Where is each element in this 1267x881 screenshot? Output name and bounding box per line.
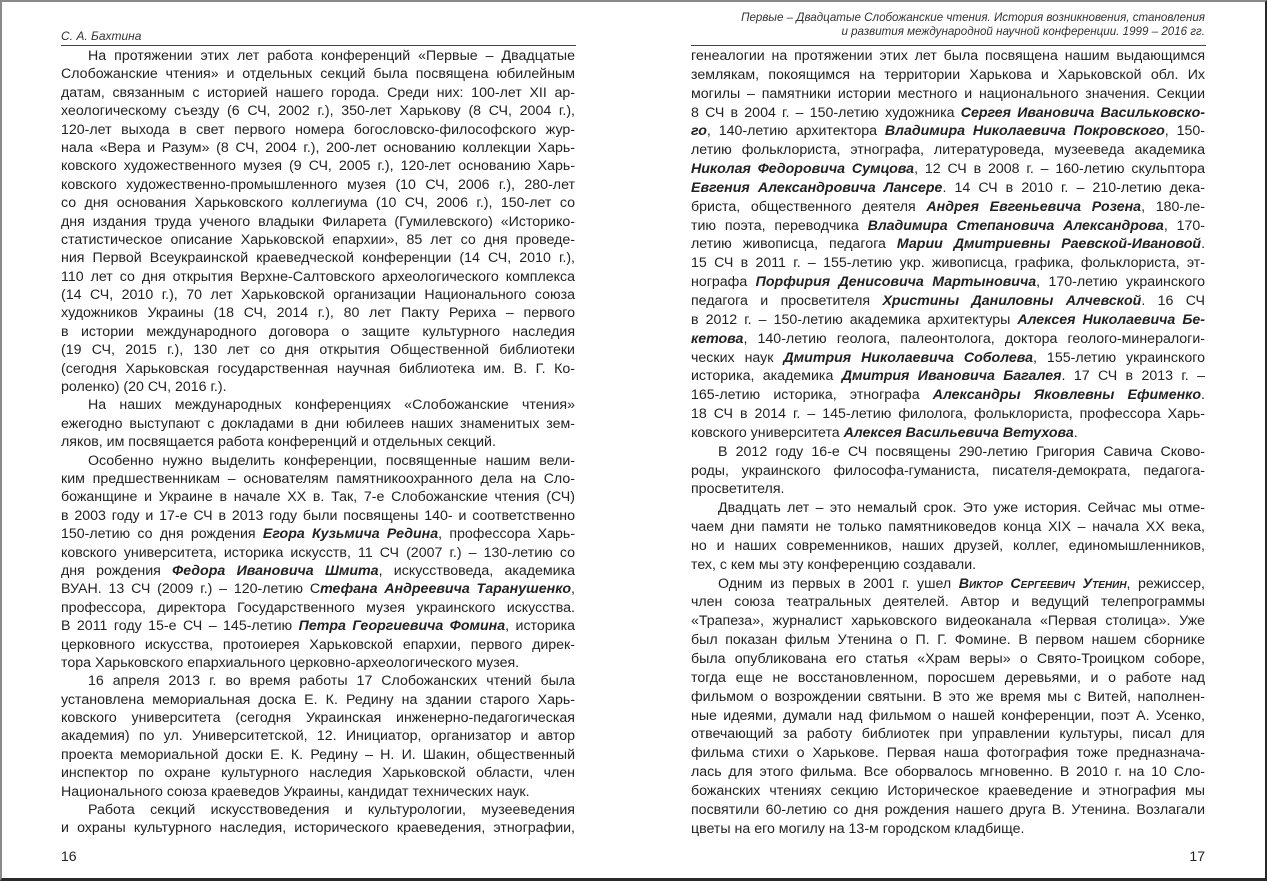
text-line [61, 580, 575, 598]
text-run: Двадцать лет – это немалый срок. Это уже история. Сейчас мы отме- [718, 500, 1205, 517]
text-line [691, 330, 1205, 349]
text-line [691, 254, 1205, 273]
text-line [61, 231, 575, 249]
text-run: историка, академика [691, 368, 842, 385]
person-name: Владимира Николаевича Покровского [884, 123, 1165, 140]
text-run: тех, с кем мы эту конференцию создавали. [691, 556, 977, 573]
page-body [691, 47, 1205, 838]
person-name: Сергея Ивановича Васильковско- [960, 104, 1205, 121]
text-run: , 170- [1163, 217, 1206, 234]
text-run: Национального союза краеведов Украины, кандидат технических наук. [61, 783, 530, 800]
person-name: Евгения Александровича Лансере [691, 179, 943, 196]
text-line [61, 102, 575, 120]
text-run: статистическое описание Харьковской епархии», 85 лет со дня проведе- [61, 231, 575, 248]
text-run: Особенно нужно выделить конференции, посвященные нашим вели- [88, 452, 575, 469]
text-line [691, 405, 1205, 424]
text-line [61, 194, 575, 212]
text-line [61, 121, 575, 139]
text-line [61, 378, 575, 396]
text-line [691, 311, 1205, 330]
text-run: На наших международных конференциях «Слобожанские чтения» [88, 397, 575, 414]
text-run: землякам, покоящимся на территории Харькова и Харьковской обл. Их [691, 66, 1205, 83]
text-line [691, 782, 1205, 801]
text-line [691, 593, 1205, 612]
text-run: ковского университета [691, 424, 844, 441]
text-run: 16 апреля 2013 г. во время работы 17 Слобожанских чтений была [88, 673, 575, 690]
paragraph [691, 47, 1205, 443]
text-run: в 2003 году и 17-е СЧ в 2013 году были посвящены 140- и соответственно [61, 507, 575, 524]
paragraph [691, 499, 1205, 574]
text-run: ковского художественно-промышленного музея (10 СЧ, 2006 г.), 280-лет [61, 176, 575, 193]
text-line [61, 452, 575, 470]
text-line [61, 341, 575, 359]
person-name: го [691, 123, 707, 140]
text-line [691, 141, 1205, 160]
text-line [691, 443, 1205, 462]
text-run: . 16 СЧ [1141, 292, 1206, 309]
text-run: , 180-ле- [1141, 198, 1205, 215]
text-run: была опубликована его статья «Храм веры» о Свято-Троицком соборе, [691, 651, 1205, 667]
person-name: Александры Яковлевны Ефименко [932, 387, 1202, 404]
text-line [691, 744, 1205, 763]
text-run: лась для этого фильма. Все оборвалось мгновенно. В 2010 г. на 10 Сло- [691, 764, 1205, 781]
text-run: ким предшественникам – основателям памятникоохранного дела на Сло- [61, 470, 575, 487]
paragraph [61, 672, 575, 801]
person-name: Андрея Евгеньевича Розена [926, 198, 1142, 215]
text-line [61, 286, 575, 304]
text-line [61, 249, 575, 267]
text-run: 18 СЧ в 2014 г. – 145-летию филолога, фольклориста, профессора Харь- [691, 406, 1205, 423]
text-run: . [1073, 424, 1078, 441]
text-run: нала «Вера и Разум» (8 СЧ, 2004 г.), 200-лет основанию коллекции Харь- [61, 139, 575, 156]
text-run: . 17 СЧ в 2013 г. – [1061, 368, 1205, 385]
text-run: (сегодня Харьковская государственная научная библиотека им. В. Г. Ко- [61, 360, 575, 377]
text-line [691, 217, 1205, 236]
person-name: Федора Ивановича Шмита [172, 562, 379, 579]
paragraph [61, 801, 575, 838]
text-line [691, 575, 1205, 594]
person-name: Егора Кузьмича Редина [262, 526, 439, 543]
text-line [61, 783, 575, 801]
text-line [691, 688, 1205, 707]
text-run: и охраны культурного наследия, исторического краеведения, этнографии, [61, 820, 575, 837]
text-run: тора Харьковского епархиального церковно-археологического музея. [61, 654, 520, 671]
text-line [61, 396, 575, 414]
text-run: 165-летию историка, этнографа [691, 387, 933, 404]
person-name: Владимира Степановича Александрова [867, 217, 1164, 234]
text-line [691, 66, 1205, 85]
page-number: 17 [1189, 848, 1205, 864]
text-run: фильмом о возрождении святыни. В это же время мы с Витей, наполнен- [691, 688, 1205, 705]
text-run: отвечающий за работу библиотек при управлении культуры, писал для [691, 726, 1205, 743]
text-run: дня издания труда ученого владыки Филарета (Гумилевского) «Историко- [61, 213, 575, 230]
text-line [61, 746, 575, 764]
text-run: , 170-летию украинского [1036, 274, 1205, 291]
text-run: хеологическому съезду (6 СЧ, 2002 г.), 350-лет Харькову (8 СЧ, 2004 г.), [61, 103, 575, 120]
text-run: , 155-летию украинского [1033, 349, 1206, 366]
text-run: ковского университета (сегодня Украинская инженерно-педагогическая [61, 710, 575, 727]
text-line [61, 654, 575, 672]
text-run: ковского университета, историка искусств, 11 СЧ (2007 г.) – 130-летию со [61, 544, 575, 561]
text-line [61, 636, 575, 654]
text-run: в 2012 г. – 150-летию академика архитектуры [691, 311, 1018, 328]
text-run: нографа [691, 274, 756, 291]
paragraph [691, 443, 1205, 500]
text-run: в истории международного договора о защите культурного наследия [61, 323, 575, 340]
text-run: датам, связанным с историей нашего города. Среди них: 100-лет XII ар- [61, 84, 575, 101]
text-line [691, 122, 1205, 141]
person-name: Николая Федоровича Сумцова [691, 161, 915, 178]
text-run: посвятили 60-летию со дня рождения нашего друга В. Утенина. Возлагали [691, 801, 1205, 818]
text-run: Слобожанские чтения» и отдельных секций была посвящена юбилейным [61, 66, 575, 83]
text-run: чаем дни памяти не только памятниковедов конца XIX – начала XX века, [691, 519, 1205, 536]
person-name: Петра Георгиевича Фомина [298, 618, 506, 635]
running-head-title [691, 11, 1205, 38]
text-line [691, 612, 1205, 631]
text-run: 15 СЧ в 2011 г. – 155-летию укр. живописца, графика, фольклориста, эт- [691, 255, 1205, 272]
text-run: 110 лет со дня открытия Верхне-Салтовского археологического комплекса [61, 268, 575, 285]
text-run: академия) по ул. Университетской, 12. Инициатор, организатор и автор [61, 728, 575, 745]
text-run: установлена мемориальная доска Е. К. Редину на здании старого Харь- [61, 691, 575, 708]
text-line [691, 235, 1205, 254]
text-run: , [571, 581, 575, 598]
text-run: дня рождения [61, 562, 173, 579]
text-run: профессора, директора Государственного музея украинского искусства. [61, 599, 575, 616]
text-run: 150-летию со дня рождения [61, 526, 263, 543]
text-line [691, 763, 1205, 782]
text-run: генеалогии на протяжении этих лет была посвящена нашим выдающимся [691, 48, 1205, 64]
text-run: , историка [505, 618, 575, 635]
text-line [61, 819, 575, 837]
text-run: тогда еще не восстановленном, поросшем деревьями, и о работе над [691, 669, 1205, 686]
text-line [691, 424, 1205, 443]
text-line [61, 617, 575, 635]
text-run: , 140-летию геолога, палеонтолога, доктора геолого-минералоги- [743, 330, 1205, 347]
text-run: 120-лет выхода в свет первого номера богословско-философского жур- [61, 121, 575, 138]
text-line [691, 367, 1205, 386]
person-name: Дмитрия Ивановича Багалея [841, 368, 1062, 385]
text-line [691, 47, 1205, 66]
text-line [691, 198, 1205, 217]
text-line [691, 462, 1205, 481]
text-line [61, 213, 575, 231]
person-name: Алексея Васильевича Ветухова [843, 424, 1074, 441]
text-run: со дня основания Харьковского коллегиума (10 СЧ, 2006 г.), 150-лет со [61, 195, 575, 212]
text-run: ВУАН. 13 СЧ (2009 г.) – 120-летию С [61, 581, 321, 598]
text-line [691, 537, 1205, 556]
text-run: летию фольклориста, этнографа, литературоведа, музееведа академика [691, 142, 1205, 159]
text-run: член союза театральных деятелей. Автор и ведущий телепрограммы [691, 594, 1205, 611]
text-line [61, 672, 575, 690]
text-run: цветы на его могилу на 13-м городском кладбище. [691, 820, 1025, 837]
text-line [61, 433, 575, 451]
text-run: ния Первой Всеукраинской краеведческой конференции (14 СЧ, 2010 г.), [61, 250, 575, 267]
text-line [691, 669, 1205, 688]
text-line [691, 820, 1205, 839]
text-run: церковного искусства, протоиерея Харьковской епархии, первого дирек- [61, 636, 575, 653]
text-line [691, 104, 1205, 123]
text-line [61, 507, 575, 525]
text-line [61, 488, 575, 506]
text-run: . [1201, 387, 1205, 404]
text-run: , 140-летию архитектора [706, 123, 885, 140]
text-line [61, 360, 575, 378]
text-run: В 2011 году 15-е СЧ – 145-летию [61, 618, 299, 635]
text-line [691, 292, 1205, 311]
text-run: божанщине и Украине в начале XX в. Так, 7-е Слобожанские чтения (СЧ) [61, 489, 575, 506]
text-line [691, 273, 1205, 292]
text-run: «Трапеза», журналист харьковского видеоканала «Первая столица». Уже [691, 613, 1205, 630]
text-line [61, 65, 575, 83]
text-run: Одним из первых в 2001 г. ушел [718, 575, 959, 592]
text-line [61, 304, 575, 322]
text-line [691, 631, 1205, 650]
text-line [691, 349, 1205, 368]
text-run: 8 СЧ в 2004 г. – 150-летию художника [691, 104, 961, 121]
person-name: Алексея Николаевича Бе- [1017, 311, 1205, 328]
person-name: Виктор Сергеевич Утенин [958, 575, 1127, 592]
text-line [61, 139, 575, 157]
text-line [61, 268, 575, 286]
text-line [61, 525, 575, 543]
text-run: инспектор по охране культурного наследия Харьковской области, член [61, 765, 575, 782]
text-run: . 14 СЧ в 2010 г. – 210-летию дека- [942, 179, 1205, 196]
text-line [61, 764, 575, 782]
header-rule [61, 45, 576, 46]
text-run: роды, украинского философа-гуманиста, писателя-демократа, педагога- [691, 462, 1205, 479]
text-run: (19 СЧ, 2015 г.), 130 лет со дня открытия Общественной библиотеки [61, 342, 575, 359]
text-line [691, 707, 1205, 726]
paragraph [61, 452, 575, 673]
text-line [61, 562, 575, 580]
text-run: , 150- [1164, 123, 1206, 140]
left-page [61, 0, 575, 881]
text-line [61, 157, 575, 175]
text-line [61, 544, 575, 562]
text-line [691, 386, 1205, 405]
text-run: В 2012 году 16-е СЧ посвящены 290-летию Григория Савича Сково- [718, 443, 1205, 460]
text-line [691, 179, 1205, 198]
text-run: был показан фильм Утенина о П. Г. Фомине. В первом нашем сборнике [691, 632, 1205, 649]
text-line [691, 160, 1205, 179]
text-line [691, 480, 1205, 499]
person-name: Дмитрия Николаевича Соболева [783, 349, 1034, 366]
text-run: фильма стихи о Харькове. Первая наша фотография тоже предназнача- [691, 745, 1205, 762]
person-name: Христины Даниловны Алчевской [882, 292, 1142, 309]
text-line [61, 415, 575, 433]
paragraph [61, 47, 575, 396]
text-line [691, 499, 1205, 518]
text-line [61, 176, 575, 194]
text-run: ческих наук [691, 349, 784, 366]
text-run: На протяжении этих лет работа конференций «Первые – Двадцатые [88, 48, 575, 64]
text-line [61, 323, 575, 341]
text-run: ежегодно выступают с докладами в дни юбилеев наших знаменитых зем- [61, 415, 575, 432]
person-name: тефана Андреевича Таранушенко [320, 581, 572, 598]
text-run: ковского художественного музея (9 СЧ, 2005 г.), 120-лет основанию Харь- [61, 158, 575, 175]
text-run: бриста, общественного деятеля [691, 198, 927, 215]
text-line [61, 801, 575, 819]
text-line [61, 709, 575, 727]
paragraph [691, 575, 1205, 839]
text-run: , режиссер, [1126, 575, 1205, 592]
text-run: тию поэта, переводчика [691, 217, 868, 234]
text-line [691, 801, 1205, 820]
text-line [691, 725, 1205, 744]
header-rule [691, 45, 1206, 46]
person-name: Марии Дмитриевны Раевской-Ивановой [896, 236, 1202, 253]
text-run: педагога и просветителя [691, 292, 883, 309]
person-name: Порфирия Денисовича Мартыновича [755, 274, 1037, 291]
text-line [691, 85, 1205, 104]
running-head-line: и развития международной научной конференции. 1999 – 2016 гг. [841, 24, 1205, 38]
text-run: проекта мемориальной доски Е. К. Редину – Н. И. Шакин, общественный [61, 746, 575, 763]
text-line [61, 691, 575, 709]
text-run: . [1201, 236, 1206, 253]
person-name: кетова [691, 330, 744, 347]
text-line [691, 518, 1205, 537]
text-run: летию живописца, педагога [691, 236, 897, 253]
paragraph [61, 396, 575, 451]
text-run: , 12 СЧ в 2008 г. – 160-летию скульптора [914, 161, 1205, 178]
text-line [691, 556, 1205, 575]
page-body [61, 47, 575, 838]
text-line [61, 47, 575, 65]
text-run: художников Украины (18 СЧ, 2014 г.), 80 лет Пакту Рериха – первого [61, 305, 575, 322]
text-run: , профессора Харь- [438, 526, 575, 543]
text-run: но и наших современников, наших друзей, коллег, единомышленников, [691, 537, 1205, 554]
text-run: ные идеями, думали над фильмом о нашей конференции, поэт А. Усенко, [691, 707, 1205, 724]
right-page [691, 0, 1205, 881]
text-line [61, 84, 575, 102]
running-head-line: Первые – Двадцатые Слобожанские чтения. История возникновения, становления [741, 11, 1205, 24]
text-run: (14 СЧ, 2010 г.), 70 лет Харьковской организации Национального союза [61, 287, 575, 304]
text-line [691, 650, 1205, 669]
text-run: ляков, им посвящается работа конференций и отдельных секций. [61, 434, 496, 451]
text-run: , искусствоведа, академика [378, 562, 576, 579]
text-line [61, 599, 575, 617]
text-run: роленко) (20 СЧ, 2016 г.). [61, 379, 227, 396]
text-run: божанских чтениях секцию Историческое краеведение и этнография мы [691, 782, 1205, 799]
text-line [61, 470, 575, 488]
running-head-author: С. А. Бахтина [61, 29, 142, 43]
text-run: просветителя. [691, 481, 785, 498]
text-run: Работа секций искусствоведения и культурологии, музееведения [88, 802, 575, 819]
page-number: 16 [61, 848, 77, 864]
text-line [61, 727, 575, 745]
text-run: могилы – памятники истории местного и национального значения. Секции [691, 85, 1205, 102]
